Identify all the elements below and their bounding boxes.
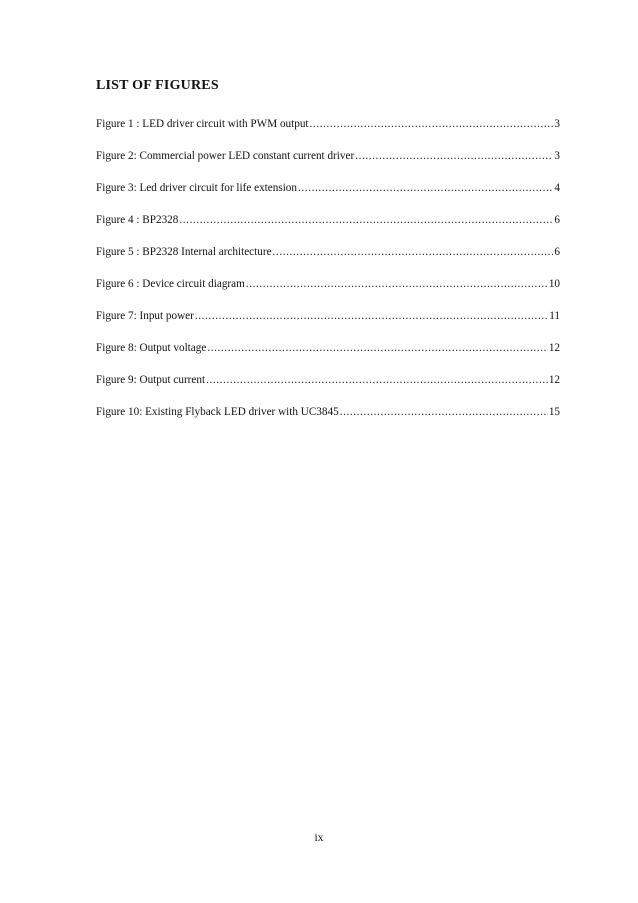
dot-leader <box>310 118 554 130</box>
page-title: LIST OF FIGURES <box>96 78 219 93</box>
dot-leader <box>195 310 548 322</box>
dot-leader <box>273 246 554 258</box>
dot-leader <box>246 278 548 290</box>
figure-entry-6 <box>96 278 560 310</box>
figure-entry-title: Figure 1 : LED driver circuit with PWM output <box>96 118 309 130</box>
figure-entry-page: 10 <box>548 278 560 290</box>
figure-entry-page: 12 <box>548 374 560 386</box>
figure-entry-7 <box>96 310 560 342</box>
figure-entry-page: 3 <box>554 118 560 130</box>
figure-entry-page: 6 <box>554 246 560 258</box>
figure-entry-page: 12 <box>548 342 560 354</box>
figure-entry-title: Figure 10: Existing Flyback LED driver with UC3845 <box>96 406 339 418</box>
dot-leader <box>179 214 553 226</box>
dot-leader <box>206 374 548 386</box>
figure-entry-title: Figure 2: Commercial power LED constant current driver <box>96 150 355 162</box>
figure-entry-page: 15 <box>548 406 560 418</box>
figure-entry-3 <box>96 182 560 214</box>
figure-entry-10 <box>96 406 560 438</box>
figure-entry-title: Figure 5 : BP2328 Internal architecture <box>96 246 272 258</box>
figure-entry-title: Figure 6 : Device circuit diagram <box>96 278 245 290</box>
figure-entry-title: Figure 4 : BP2328 <box>96 214 179 226</box>
figure-entry-page: 3 <box>554 150 560 162</box>
dot-leader <box>340 406 548 418</box>
figure-entry-5 <box>96 246 560 278</box>
figure-entry-4 <box>96 214 560 246</box>
figure-entry-page: 6 <box>554 214 560 226</box>
figure-entry-2 <box>96 150 560 182</box>
dot-leader <box>298 182 553 194</box>
page-number: ix <box>314 832 324 844</box>
figure-entry-1 <box>96 118 560 150</box>
list-of-figures <box>96 118 560 438</box>
figure-entry-8 <box>96 342 560 374</box>
figure-entry-title: Figure 9: Output current <box>96 374 206 386</box>
figure-entry-page: 11 <box>549 310 560 322</box>
figure-entry-title: Figure 3: Led driver circuit for life extension <box>96 182 297 194</box>
figure-entry-title: Figure 8: Output voltage <box>96 342 207 354</box>
figure-entry-9 <box>96 374 560 406</box>
figure-entry-title: Figure 7: Input power <box>96 310 194 322</box>
dot-leader <box>207 342 548 354</box>
figure-entry-page: 4 <box>554 182 560 194</box>
dot-leader <box>355 150 553 162</box>
